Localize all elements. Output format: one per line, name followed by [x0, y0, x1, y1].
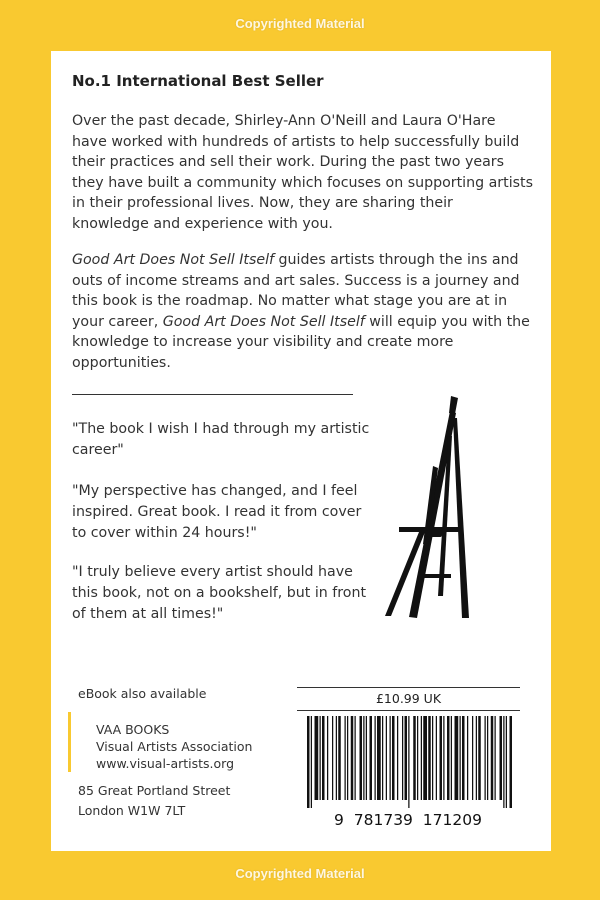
- barcode-bar: [472, 716, 473, 800]
- barcode-bar: [322, 716, 325, 800]
- barcode-bar: [423, 716, 427, 800]
- barcode-bar: [360, 716, 363, 800]
- book-title-italic: Good Art Does Not Sell Itself: [162, 313, 365, 330]
- isbn-digits: 9 781739 171209: [334, 811, 482, 829]
- publisher-org: Visual Artists Association: [96, 739, 253, 754]
- barcode-bar: [355, 716, 356, 800]
- barcode-bar: [443, 716, 444, 800]
- testimonial-quote: "I truly believe every artist should have this book, not on a bookshelf, but in front of them at all times!": [72, 564, 367, 622]
- barcode-bar: [366, 716, 367, 800]
- barcode-bar: [351, 716, 354, 800]
- barcode-bar: [397, 716, 398, 800]
- barcode-bar: [392, 716, 395, 800]
- back-cover-card: [51, 51, 551, 851]
- barcode-bar: [347, 716, 348, 800]
- barcode-bar: [386, 716, 387, 800]
- barcode-bar: [503, 716, 504, 808]
- barcode-bar: [487, 716, 488, 800]
- barcode-bar: [402, 716, 403, 800]
- barcode-bar: [382, 716, 383, 800]
- barcode-bar: [332, 716, 333, 800]
- barcode-bar: [417, 716, 418, 800]
- headline: No.1 International Best Seller: [72, 72, 324, 90]
- barcode-bar: [491, 716, 494, 800]
- barcode-bar: [428, 716, 431, 800]
- easel-icon: [381, 396, 481, 621]
- book-title-italic: Good Art Does Not Sell Itself: [72, 252, 275, 268]
- barcode-bar: [327, 716, 328, 800]
- barcode-bar: [451, 716, 452, 800]
- address-line-1: 85 Great Portland Street: [78, 783, 231, 798]
- barcode-bar: [467, 716, 468, 800]
- divider: [72, 394, 353, 395]
- barcode-bar: [408, 716, 409, 808]
- barcode-bar: [315, 716, 319, 800]
- barcode-bar: [413, 716, 416, 800]
- barcode-bar: [370, 716, 373, 800]
- publisher-accent-bar: [68, 712, 71, 772]
- barcode-bar: [311, 716, 312, 808]
- barcode-bar: [377, 716, 381, 800]
- barcode-bar: [336, 716, 337, 800]
- barcode-bar: [307, 716, 310, 808]
- ebook-note: eBook also available: [78, 686, 207, 701]
- barcode: [297, 712, 520, 830]
- barcode-bar: [320, 716, 321, 800]
- barcode-bar: [476, 716, 477, 800]
- address-line-2: London W1W 7LT: [78, 803, 186, 818]
- barcode-bars: [307, 716, 512, 808]
- barcode-bar: [375, 716, 376, 800]
- barcode-bar: [506, 716, 507, 808]
- testimonial-quote: "My perspective has changed, and I feel inspired. Great book. I read it from cover to cover within 24 hours!": [72, 483, 362, 541]
- watermark-bottom: Copyrighted Material: [235, 866, 365, 881]
- publisher-website[interactable]: www.visual-artists.org: [96, 756, 235, 771]
- barcode-bar: [478, 716, 481, 800]
- barcode-bar: [500, 716, 503, 800]
- description-text-end: will equip you with the knowledge to increase your visibility and create more opportunities.: [72, 313, 530, 371]
- barcode-bar: [460, 716, 461, 800]
- description-text: guides artists through the ins and outs of income streams and art sales. Success is a journey and this book is the roadmap. No matter what stage you are at in your career,: [72, 252, 520, 330]
- barcode-bar: [390, 716, 391, 800]
- barcode-bar: [440, 716, 443, 800]
- barcode-bar: [345, 716, 346, 800]
- barcode-bar: [510, 716, 513, 808]
- watermark-top: Copyrighted Material: [235, 16, 365, 31]
- publisher-name: VAA BOOKS: [96, 722, 170, 737]
- barcode-bar: [495, 716, 496, 800]
- barcode-bar: [421, 716, 422, 800]
- barcode-bar: [436, 716, 437, 800]
- barcode-bar: [432, 716, 433, 800]
- barcode-bar: [485, 716, 486, 800]
- testimonial-quote: "The book I wish I had through my artistic career": [72, 421, 370, 458]
- barcode-bar: [338, 716, 341, 800]
- description-paragraph: [72, 250, 534, 373]
- price-label: £10.99 UK: [297, 687, 520, 711]
- barcode-bar: [447, 716, 450, 800]
- barcode-bar: [363, 716, 364, 800]
- intro-paragraph: Over the past decade, Shirley-Ann O'Neill and Laura O'Hare have worked with hundreds of artists to help successfully build their practices and sell their work. During the past two years they have built a community which focuses on supporting artists in their professional lives. Now, they are sharing their knowledge and experience with you.: [72, 113, 533, 232]
- barcode-bar: [462, 716, 465, 800]
- barcode-bar: [455, 716, 459, 800]
- barcode-bar: [405, 716, 408, 800]
